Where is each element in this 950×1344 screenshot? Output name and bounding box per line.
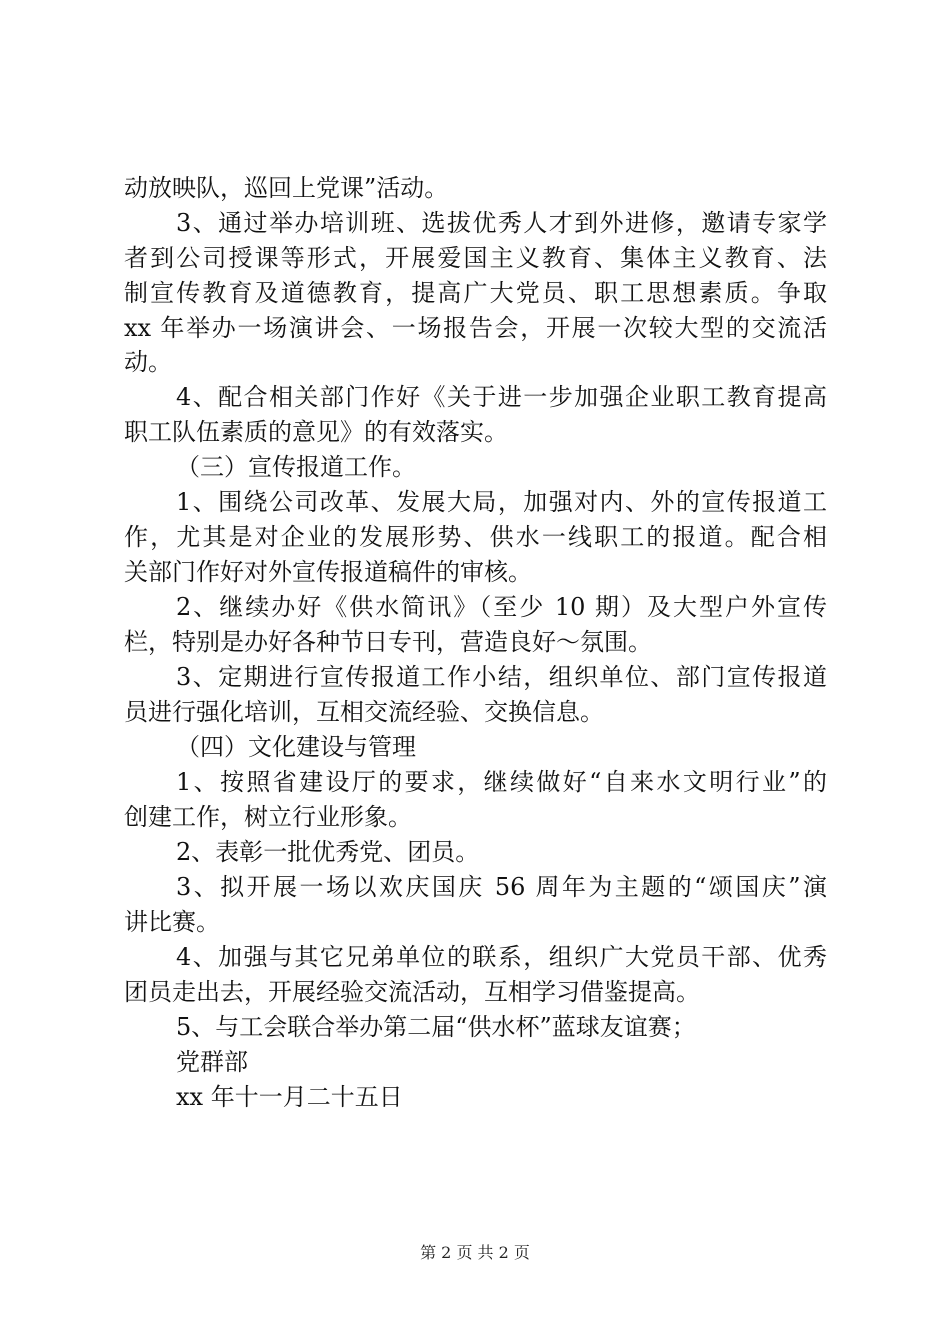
paragraph-line: xx 年举办一场演讲会、一场报告会，开展一次较大型的交流活 [124,314,827,342]
paragraph-line: 动。 [124,348,172,376]
paragraph-line: 2、继续办好《供水简讯》（至少 10 期）及大型户外宣传 [176,593,827,621]
paragraph-line: 职工队伍素质的意见》的有效落实。 [124,418,508,446]
signature-date: xx 年十一月二十五日 [176,1083,403,1111]
paragraph-line: 2、表彰一批优秀党、团员。 [176,838,480,866]
paragraph-line: 栏，特别是办好各种节日专刊，营造良好～氛围。 [124,628,652,656]
paragraph-line: 作，尤其是对企业的发展形势、供水一线职工的报道。配合相 [124,523,827,551]
paragraph-line: 制宣传教育及道德教育，提高广大党员、职工思想素质。争取 [124,279,827,307]
paragraph-line: 创建工作，树立行业形象。 [124,803,412,831]
paragraph-line: 3、定期进行宣传报道工作小结，组织单位、部门宣传报道 [176,663,827,691]
paragraph-line: 3、通过举办培训班、选拔优秀人才到外进修，邀请专家学 [176,209,827,237]
paragraph-line: 1、按照省建设厅的要求，继续做好“自来水文明行业”的 [176,768,827,796]
paragraph-line: 关部门作好对外宣传报道稿件的审核。 [124,558,532,586]
page-footer: 第 2 页 共 2 页 [420,1243,530,1262]
paragraph-line: 4、配合相关部门作好《关于进一步加强企业职工教育提高 [176,383,827,411]
paragraph-line: 5、与工会联合举办第二届“供水杯”蓝球友谊赛； [176,1013,696,1041]
paragraph-line: 员进行强化培训，互相交流经验、交换信息。 [124,698,604,726]
paragraph-line: 讲比赛。 [124,908,220,936]
paragraph-line: 1、围绕公司改革、发展大局，加强对内、外的宣传报道工 [176,488,827,516]
paragraph-line: 者到公司授课等形式，开展爱国主义教育、集体主义教育、法 [124,244,827,272]
signature-department: 党群部 [176,1048,248,1076]
paragraph-line: 3、拟开展一场以欢庆国庆 56 周年为主题的“颂国庆”演 [176,873,827,901]
paragraph-line: 4、加强与其它兄弟单位的联系，组织广大党员干部、优秀 [176,943,827,971]
paragraph-line: 动放映队，巡回上党课”活动。 [124,174,449,202]
paragraph-line: 团员走出去，开展经验交流活动，互相学习借鉴提高。 [124,978,700,1006]
section-heading: （三）宣传报道工作。 [176,453,416,481]
section-heading: （四）文化建设与管理 [176,733,416,761]
